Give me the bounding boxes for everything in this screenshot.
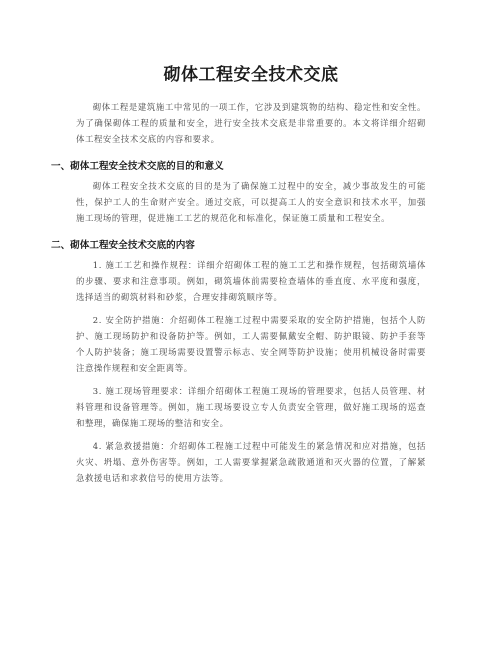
document-title: 砌体工程安全技术交底 <box>163 65 339 85</box>
section-1-heading: 一、砌体工程安全技术交底的目的和意义 <box>51 161 224 172</box>
section-1-paragraph: 砌体工程安全技术交底的目的是为了确保施工过程中的安全，减少事故发生的可能性，保护工人的生命财产安全。通过交底，可以提高工人的安全意识和技术水平，加强施工现场的管理，促进施工工艺的规范化和标准化，保证施工质量和工程安全。 <box>76 181 426 223</box>
section-2-item-3: 3. 施工现场管理要求：详细介绍砌体工程施工现场的管理要求，包括人员管理、材料管理和设备管理等。例如，施工现场要设立专人负责安全管理，做好施工现场的巡查和整理，确保施工现场的整洁和安全。 <box>76 386 426 428</box>
section-2-item-1: 1. 施工工艺和操作规程：详细介绍砌体工程的施工工艺和操作规程，包括砌筑墙体的步骤、要求和注意事项。例如，砌筑墙体前需要检查墙体的垂直度、水平度和强度，选择适当的砌筑材料和砂浆，合理安排砌筑顺序等。 <box>76 260 426 302</box>
section-2-item-4: 4. 紧急救援措施：介绍砌体工程施工过程中可能发生的紧急情况和应对措施，包括火灾、坍塌、意外伤害等。例如，工人需要掌握紧急疏散通道和灭火器的位置，了解紧急救援电话和求救信号的使用方法等。 <box>76 441 426 483</box>
section-2-heading: 二、砌体工程安全技术交底的内容 <box>51 240 195 251</box>
intro-paragraph: 砌体工程是建筑施工中常见的一项工作，它涉及到建筑物的结构、稳定性和安全性。为了确保砌体工程的质量和安全，进行安全技术交底是非常重要的。本文将详细介绍砌体工程安全技术交底的内容和要求。 <box>76 102 426 144</box>
section-2-item-2: 2. 安全防护措施：介绍砌体工程施工过程中需要采取的安全防护措施，包括个人防护、施工现场防护和设备防护等。例如，工人需要佩戴安全帽、防护眼镜、防护手套等个人防护装备；施工现场需要设置警示标志、安全网等防护设施；使用机械设备时需要注意操作规程和安全距离等。 <box>76 315 426 373</box>
